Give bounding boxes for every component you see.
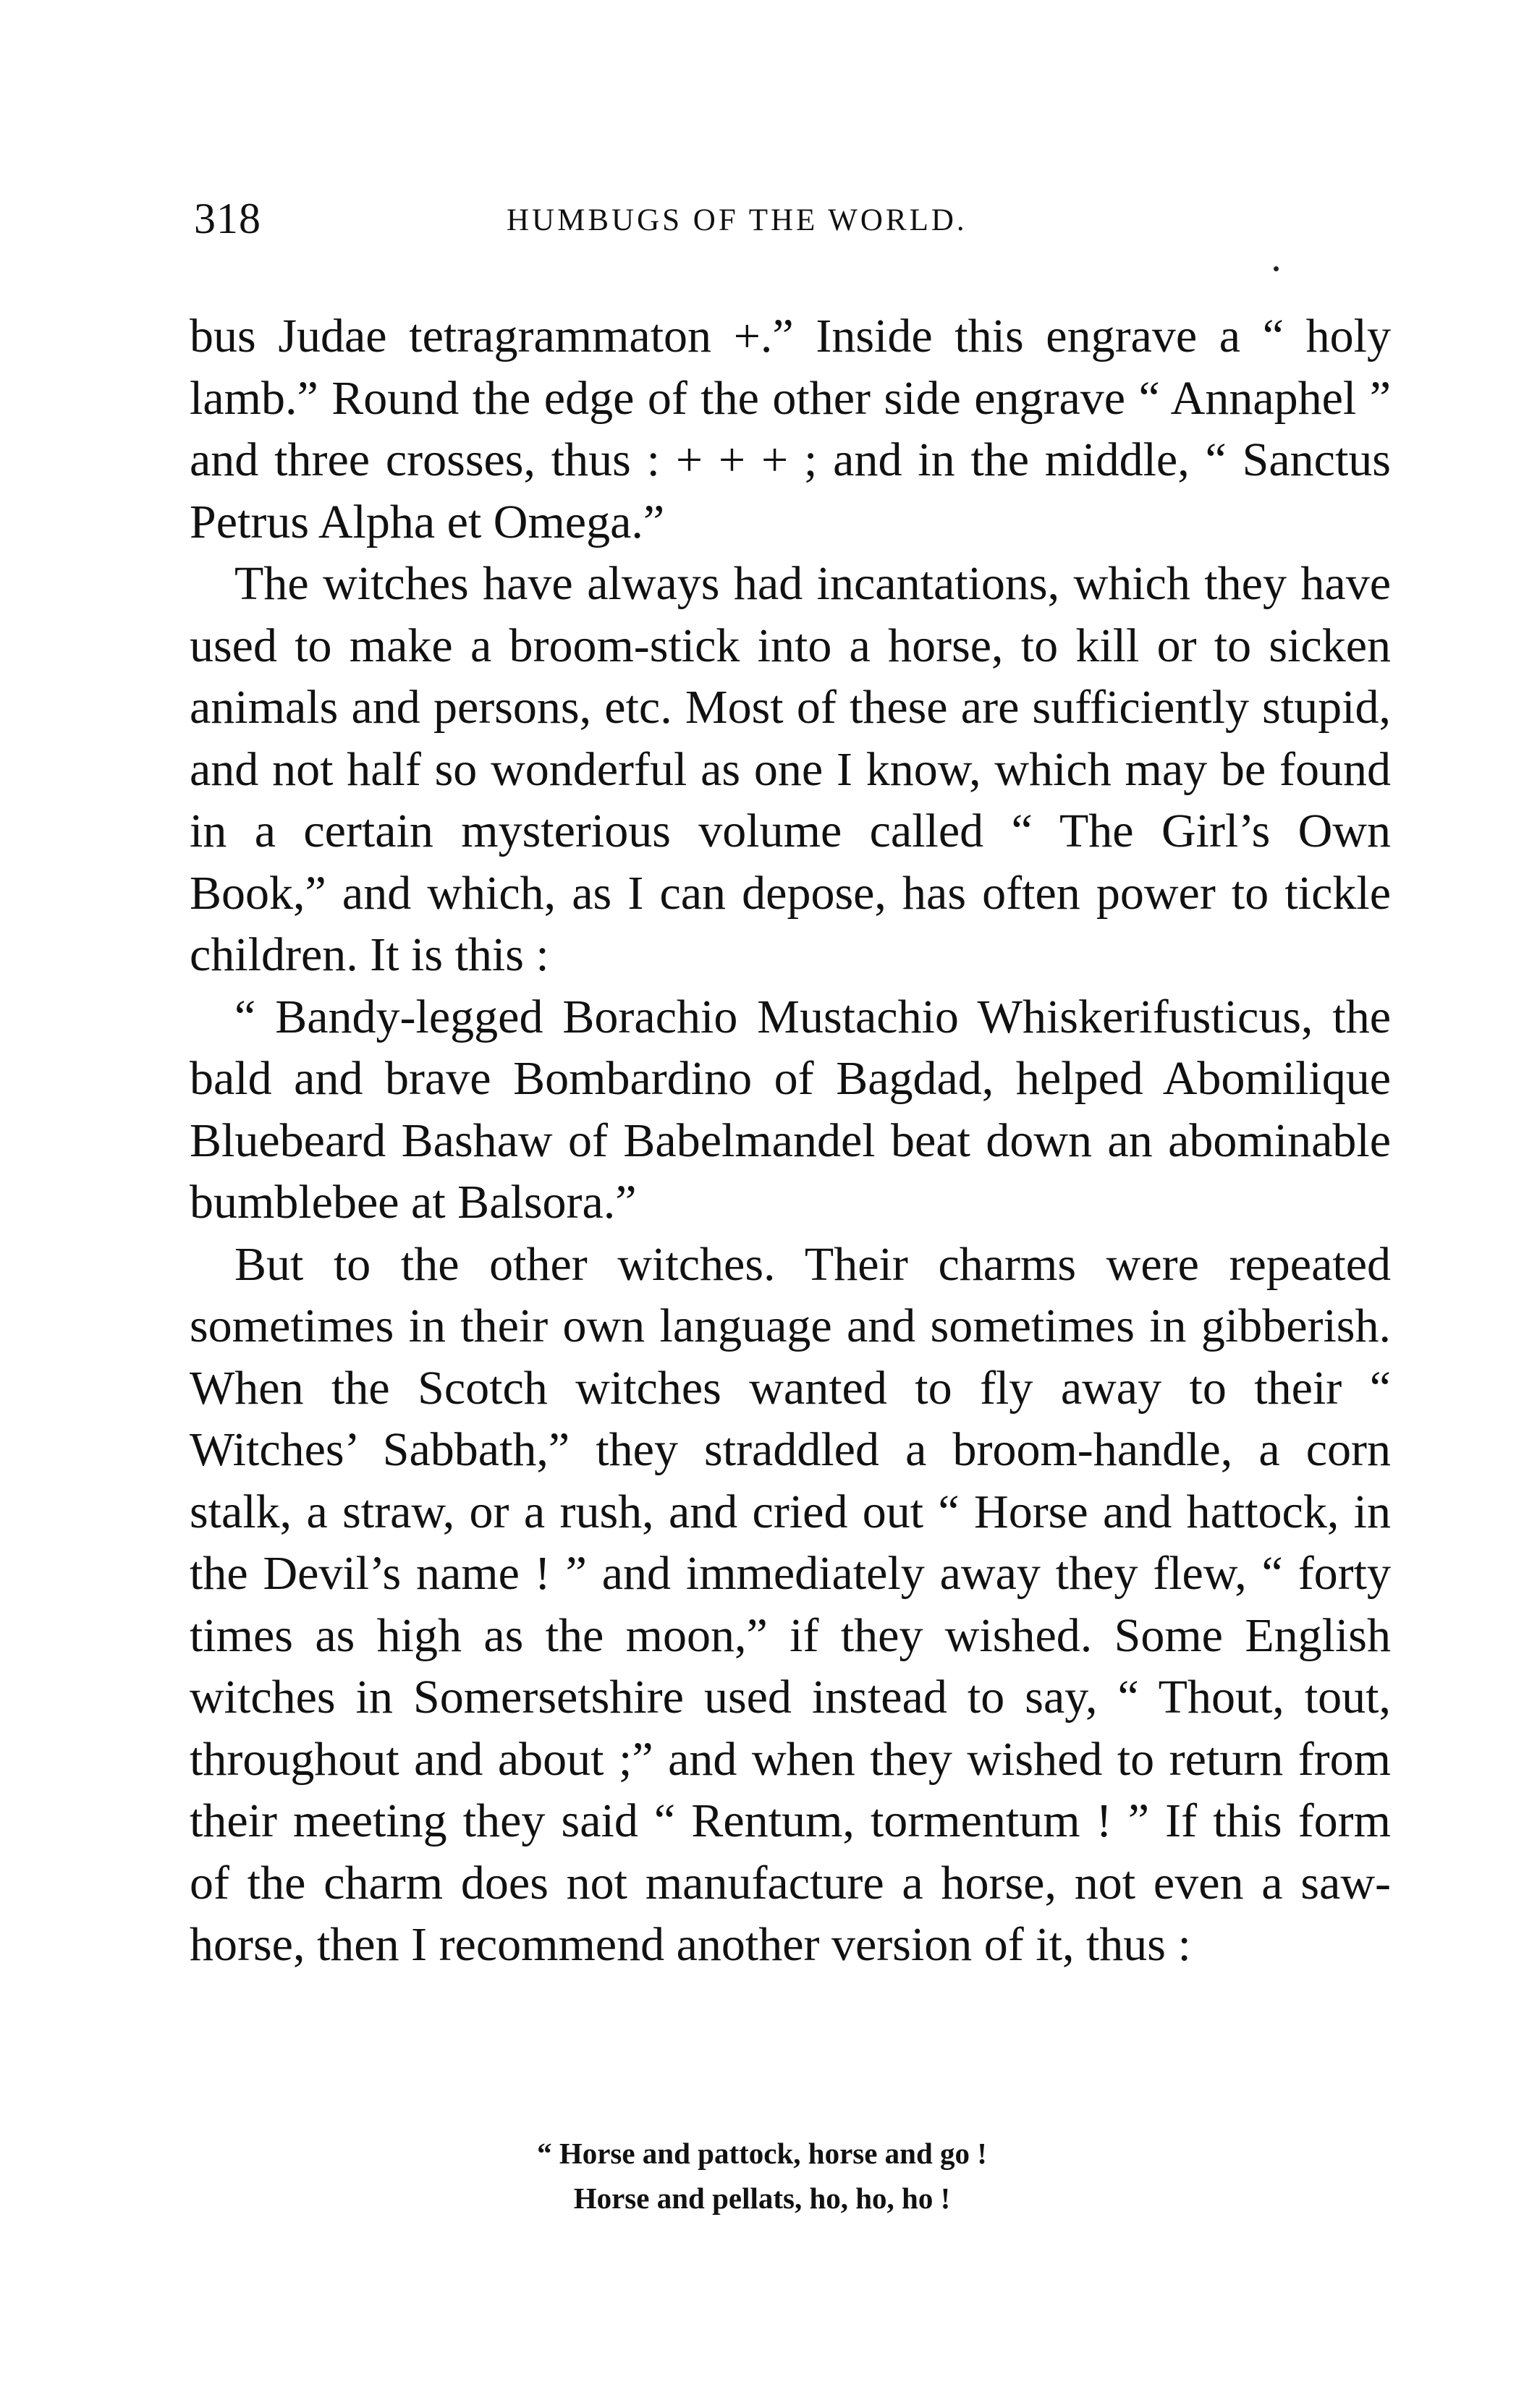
paragraph-continuation: bus Judae tetragrammaton +.” Inside this engrave a “ holy lamb.” Round the edge of the other side engrave “ Annaphel ” and three crosses, thus : + + + ; and in the middle, “ Sanctus Petrus Alpha et Omega.” xyxy=(190,310,1391,548)
body-text xyxy=(190,305,1391,1976)
verse-line: Horse and pellats, ho, ho, ho ! xyxy=(573,2182,951,2215)
print-speck xyxy=(1274,266,1279,271)
verse-block xyxy=(0,2131,1524,2221)
paragraph-charms: But to the other witches. Their charms were repeated sometimes in their own language and sometimes in gibberish. When the Scotch witches wanted to fly away to their “ Witches’ Sabbath,” they straddled a broom-handle, a corn stalk, a straw, or a rush, and cried out “ Horse and hattock, in the Devil’s name ! ” and immediately away they flew, “ forty times as high as the moon,” if they wished. Some English witches in Somersetshire used instead to say, “ Thout, tout, throughout and about ;” and when they wished to return from their meeting they said “ Rentum, tormentum ! ” If this form of the charm does not manufacture a horse, not even a saw-horse, then I recommend another version of it, thus : xyxy=(190,1237,1391,1971)
paragraph-quotation: “ Bandy-legged Borachio Mustachio Whiskerifusticus, the bald and brave Bombardino of Bagdad, helped Abomilique Bluebeard Bashaw of Babelmandel beat down an abominable bumblebee at Balsora.” xyxy=(190,990,1391,1229)
verse-line: “ Horse and pattock, horse and go ! xyxy=(537,2137,987,2170)
paragraph-witches-incantations: The witches have always had incantations, which they have used to make a broom-stick into a horse, to kill or to sicken animals and persons, etc. Most of these are sufficiently stupid, and not half so wonderful as one I know, which may be found in a certain mysterious volume called “ The Girl’s Own Book,” and which, as I can depose, has often power to tickle children. It is this : xyxy=(190,557,1391,981)
page-number: 318 xyxy=(194,195,261,242)
running-head: HUMBUGS OF THE WORLD. xyxy=(507,203,968,237)
